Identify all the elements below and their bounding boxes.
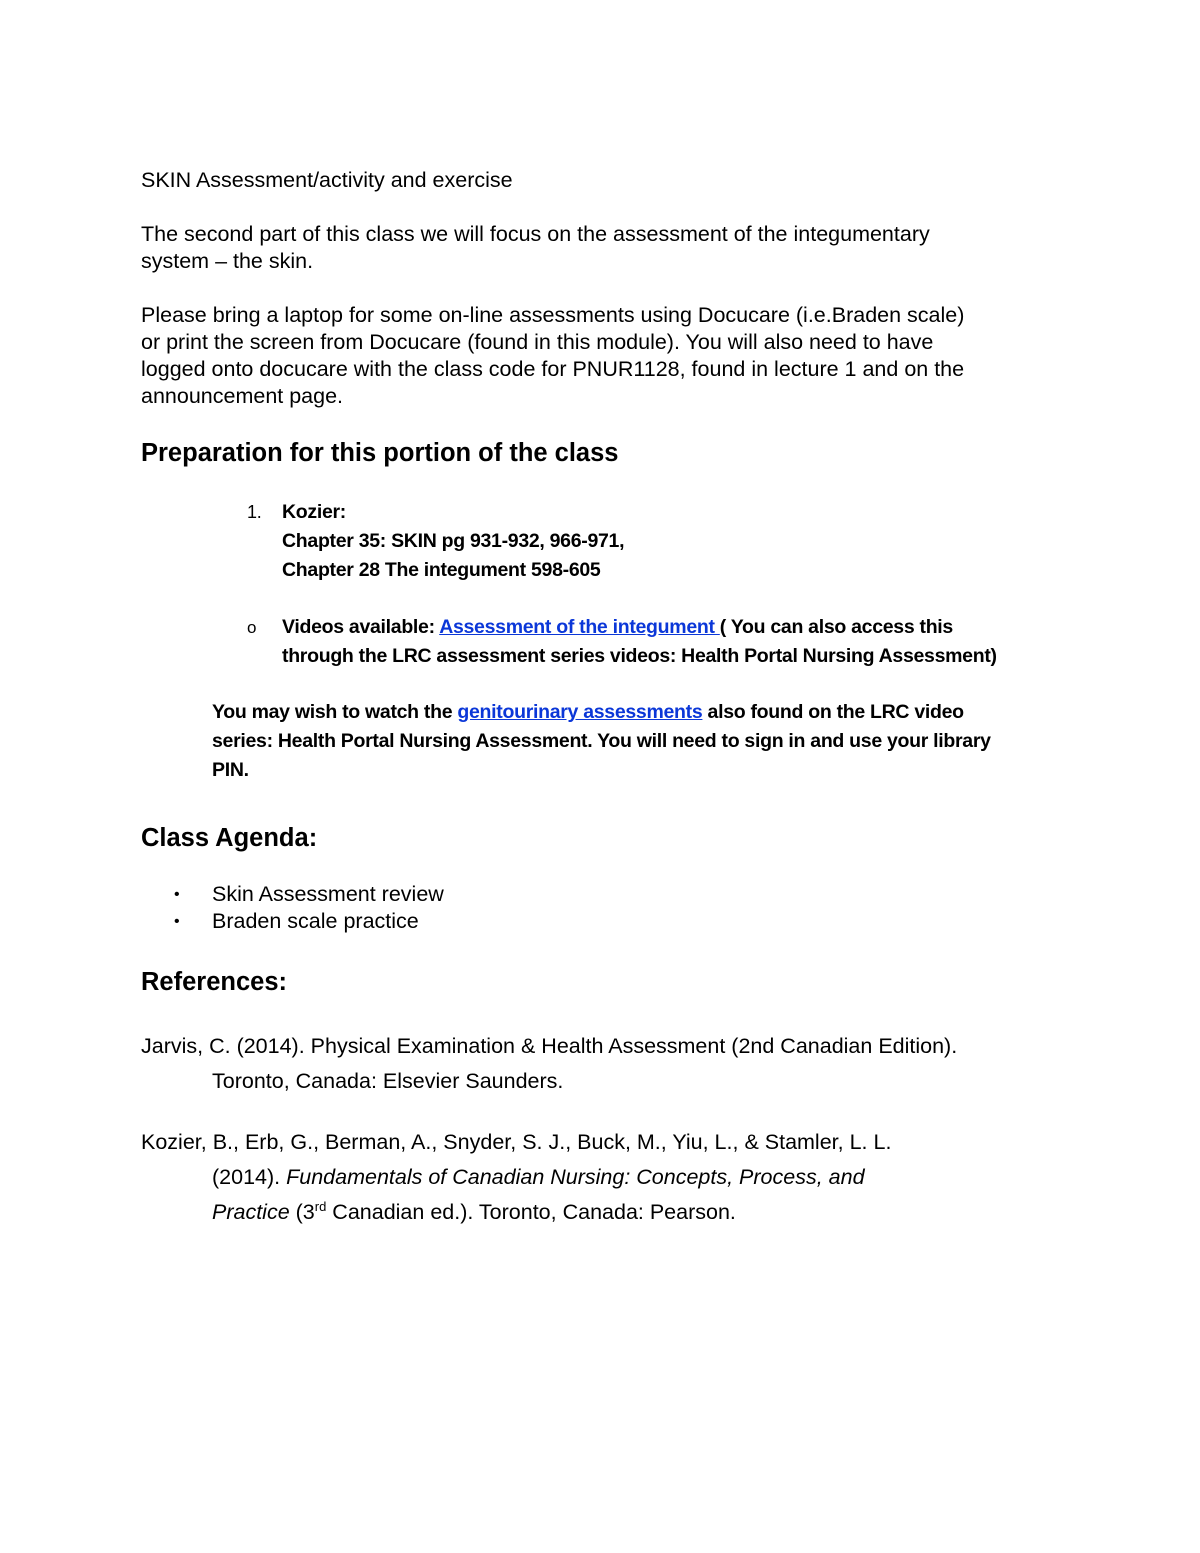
reference-jarvis-line-1: Jarvis, C. (2014). Physical Examination & Health Assessment (2nd Canadian Edition). <box>141 1034 958 1058</box>
preparation-list <box>141 498 1061 671</box>
reference-kozier-edition-sup: rd <box>314 1198 327 1214</box>
reference-kozier-line-3 <box>212 1195 1061 1230</box>
watch-note-line-1 <box>212 698 1042 727</box>
circle-bullet-marker: o <box>247 618 257 637</box>
reference-kozier-edition-open: (3 <box>289 1200 315 1224</box>
reference-jarvis-line-2: Toronto, Canada: Elsevier Saunders. <box>212 1069 564 1093</box>
watch-note-line-2: series: Health Portal Nursing Assessment. You will need to sign in and use your library <box>212 730 991 752</box>
agenda-item-label: Braden scale practice <box>212 909 419 933</box>
intro-paragraph-2-line-3: logged onto docucare with the class code for PNUR1128, found in lecture 1 and on the <box>141 357 965 381</box>
assessment-integument-link[interactable]: Assessment of the integument <box>439 616 720 638</box>
kozier-chapter-35: Chapter 35: SKIN pg 931-932, 966-971, <box>282 530 625 552</box>
agenda-item-label: Skin Assessment review <box>212 882 444 906</box>
references-heading: References: <box>141 968 287 996</box>
reference-kozier-title-part-2: Practice <box>212 1200 290 1224</box>
intro-paragraph-2-line-2: or print the screen from Docucare (found in this module). You will also need to have <box>141 330 934 354</box>
bullet-icon: • <box>174 886 180 903</box>
watch-note-paragraph <box>212 698 1042 785</box>
reference-kozier-title-part-1: Fundamentals of Canadian Nursing: Concepts, Process, and <box>286 1165 865 1189</box>
document-title: SKIN Assessment/activity and exercise <box>141 168 513 192</box>
watch-note-suffix: also found on the LRC video <box>702 701 964 723</box>
reference-kozier-publisher: Canadian ed.). Toronto, Canada: Pearson. <box>326 1200 736 1224</box>
reference-kozier-year: (2014). <box>212 1165 287 1189</box>
videos-item <box>141 613 1061 671</box>
reference-kozier <box>141 1125 1061 1230</box>
kozier-label: Kozier: <box>282 501 346 523</box>
class-agenda-heading: Class Agenda: <box>141 824 318 852</box>
agenda-item <box>141 881 1061 908</box>
bullet-icon: • <box>174 913 180 930</box>
agenda-item <box>141 908 1061 935</box>
intro-paragraph-2 <box>141 302 1061 410</box>
document-body <box>141 167 1061 1230</box>
kozier-chapter-28: Chapter 28 The integument 598-605 <box>282 559 601 581</box>
intro-paragraph-1 <box>141 221 1061 275</box>
kozier-reading-item <box>141 498 1061 585</box>
preparation-heading: Preparation for this portion of the class <box>141 439 619 467</box>
intro-paragraph-2-line-1: Please bring a laptop for some on-line assessments using Docucare (i.e.Braden scale) <box>141 303 965 327</box>
videos-prefix: Videos available: <box>282 616 440 638</box>
class-agenda-list <box>141 881 1061 935</box>
watch-note-line-3: PIN. <box>212 759 249 781</box>
watch-note-prefix: You may wish to watch the <box>212 701 458 723</box>
intro-paragraph-2-line-4: announcement page. <box>141 384 344 408</box>
intro-paragraph-1-line-2: system – the skin. <box>141 249 314 273</box>
videos-suffix: ( You can also access this <box>719 616 953 638</box>
genitourinary-assessments-link[interactable]: genitourinary assessments <box>457 701 703 723</box>
videos-line-1 <box>282 613 1061 642</box>
reference-kozier-line-2 <box>212 1160 1061 1195</box>
reference-jarvis <box>141 1029 1061 1099</box>
videos-line-2: through the LRC assessment series videos: Health Portal Nursing Assessment) <box>282 645 997 667</box>
reference-kozier-line-1: Kozier, B., Erb, G., Berman, A., Snyder, S. J., Buck, M., Yiu, L., & Stamler, L. L. <box>141 1130 892 1154</box>
list-number-marker: 1. <box>247 502 262 522</box>
intro-paragraph-1-line-1: The second part of this class we will focus on the assessment of the integumentary <box>141 222 930 246</box>
